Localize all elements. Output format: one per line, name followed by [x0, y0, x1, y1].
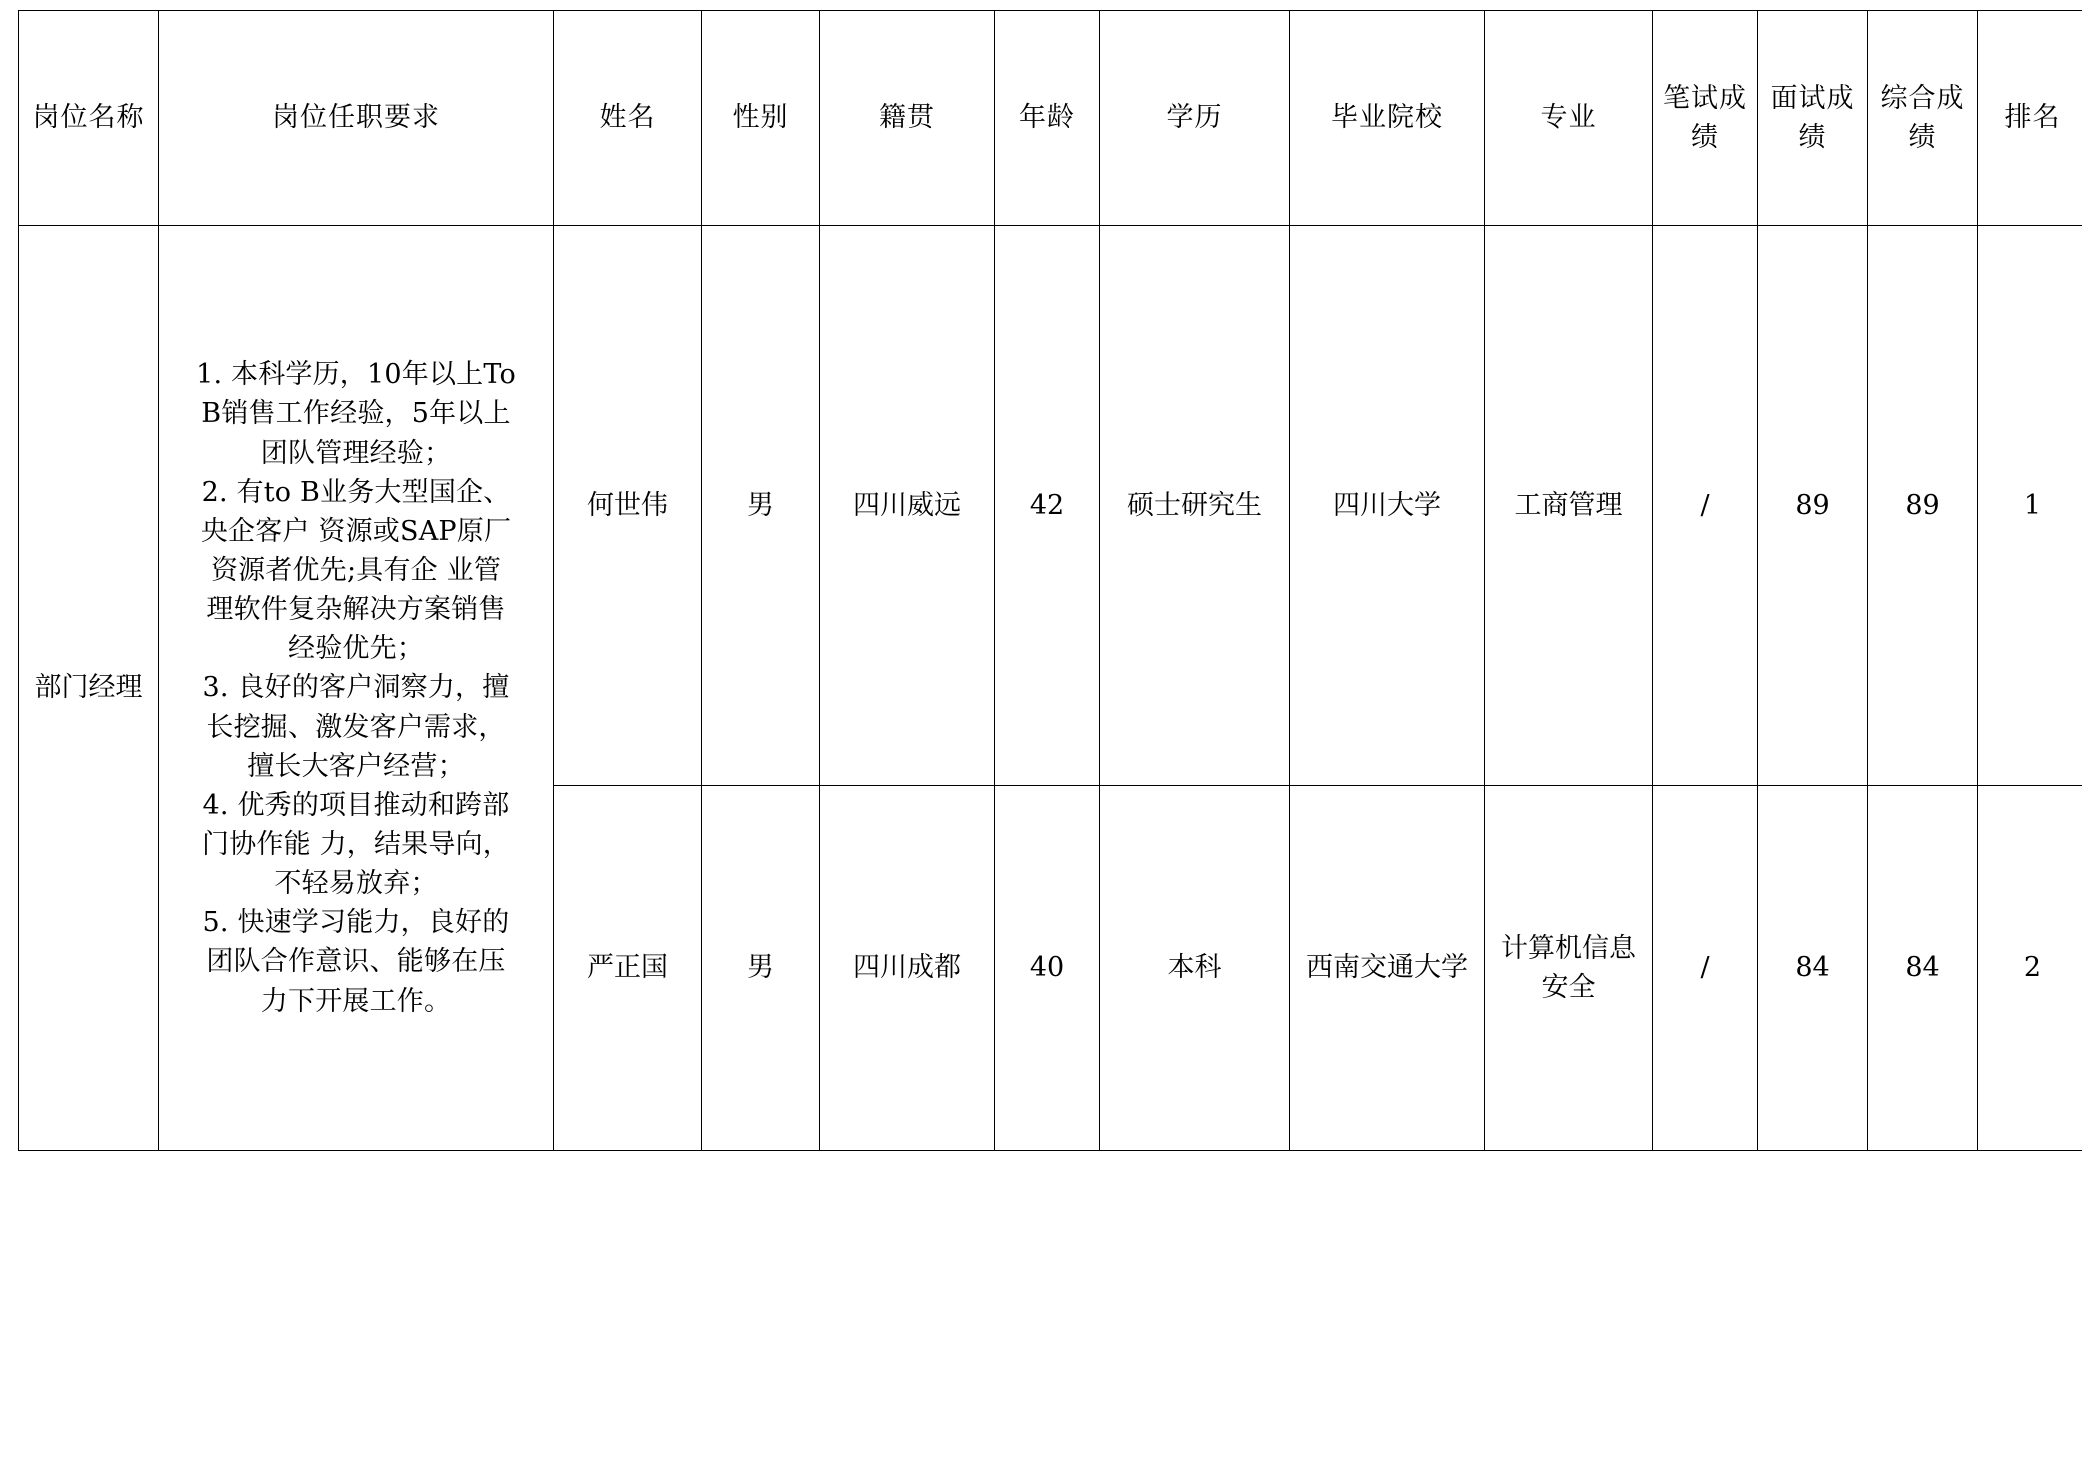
- header-gender: 性别: [702, 11, 820, 226]
- requirement-line: 4. 优秀的项目推动和跨部: [202, 789, 510, 821]
- table-row: [19, 226, 2082, 786]
- requirement-line: 长挖掘、激发客户需求，: [206, 711, 506, 743]
- header-total-score: 综合成绩: [1868, 11, 1978, 226]
- cell-rank: 1: [1978, 226, 2082, 786]
- table-body: [19, 226, 2082, 1151]
- cell-rank: 2: [1978, 786, 2082, 1151]
- header-native-place: 籍贯: [820, 11, 995, 226]
- header-interview-score: 面试成绩: [1758, 11, 1868, 226]
- recruitment-results-table: [18, 10, 2082, 1151]
- cell-written-score: /: [1653, 786, 1758, 1151]
- cell-requirements: [159, 226, 554, 1151]
- requirement-line: B销售工作经验，5年以上: [201, 398, 511, 430]
- cell-age: 42: [995, 226, 1100, 786]
- cell-written-score: /: [1653, 226, 1758, 786]
- header-name: 姓名: [554, 11, 702, 226]
- header-post-name: 岗位名称: [19, 11, 159, 226]
- requirement-line: 力下开展工作。: [260, 985, 452, 1017]
- cell-gender: 男: [702, 786, 820, 1151]
- header-school: 毕业院校: [1290, 11, 1485, 226]
- requirement-line: 2. 有to B业务大型国企、: [201, 476, 511, 508]
- requirement-line: 央企客户 资源或SAP原厂: [200, 515, 512, 547]
- cell-name: 何世伟: [554, 226, 702, 786]
- requirement-line: 不轻易放弃；: [274, 868, 438, 900]
- cell-major: 工商管理: [1485, 226, 1653, 786]
- requirement-line: 团队管理经验；: [260, 437, 452, 469]
- requirement-line: 经验优先；: [288, 633, 424, 665]
- cell-education: 本科: [1100, 786, 1290, 1151]
- header-education: 学历: [1100, 11, 1290, 226]
- cell-education: 硕士研究生: [1100, 226, 1290, 786]
- header-age: 年龄: [995, 11, 1100, 226]
- requirement-line: 理软件复杂解决方案销售: [206, 594, 506, 626]
- cell-major: 计算机信息安全: [1485, 786, 1653, 1151]
- requirement-line: 资源者优先;具有企 业管: [210, 555, 502, 586]
- cell-total-score: 89: [1868, 226, 1978, 786]
- cell-school: 西南交通大学: [1290, 786, 1485, 1151]
- cell-native-place: 四川成都: [820, 786, 995, 1151]
- cell-post-name: 部门经理: [19, 226, 159, 1151]
- table-header: [19, 11, 2082, 226]
- header-requirements: 岗位任职要求: [159, 11, 554, 226]
- cell-school: 四川大学: [1290, 226, 1485, 786]
- requirement-line: 门协作能 力，结果导向，: [202, 828, 510, 860]
- cell-gender: 男: [702, 226, 820, 786]
- requirement-line: 1. 本科学历，10年以上To: [196, 359, 516, 391]
- requirement-line: 5. 快速学习能力，良好的: [202, 907, 510, 939]
- header-written-score: 笔试成绩: [1653, 11, 1758, 226]
- requirement-line: 擅长大客户经营；: [247, 750, 465, 782]
- requirement-line: 团队合作意识、能够在压: [206, 946, 506, 978]
- requirement-line: 3. 良好的客户洞察力，擅: [202, 672, 510, 704]
- cell-native-place: 四川威远: [820, 226, 995, 786]
- header-major: 专业: [1485, 11, 1653, 226]
- cell-interview-score: 89: [1758, 226, 1868, 786]
- table-header-row: [19, 11, 2082, 226]
- cell-name: 严正国: [554, 786, 702, 1151]
- cell-total-score: 84: [1868, 786, 1978, 1151]
- cell-age: 40: [995, 786, 1100, 1151]
- cell-interview-score: 84: [1758, 786, 1868, 1151]
- header-rank: 排名: [1978, 11, 2082, 226]
